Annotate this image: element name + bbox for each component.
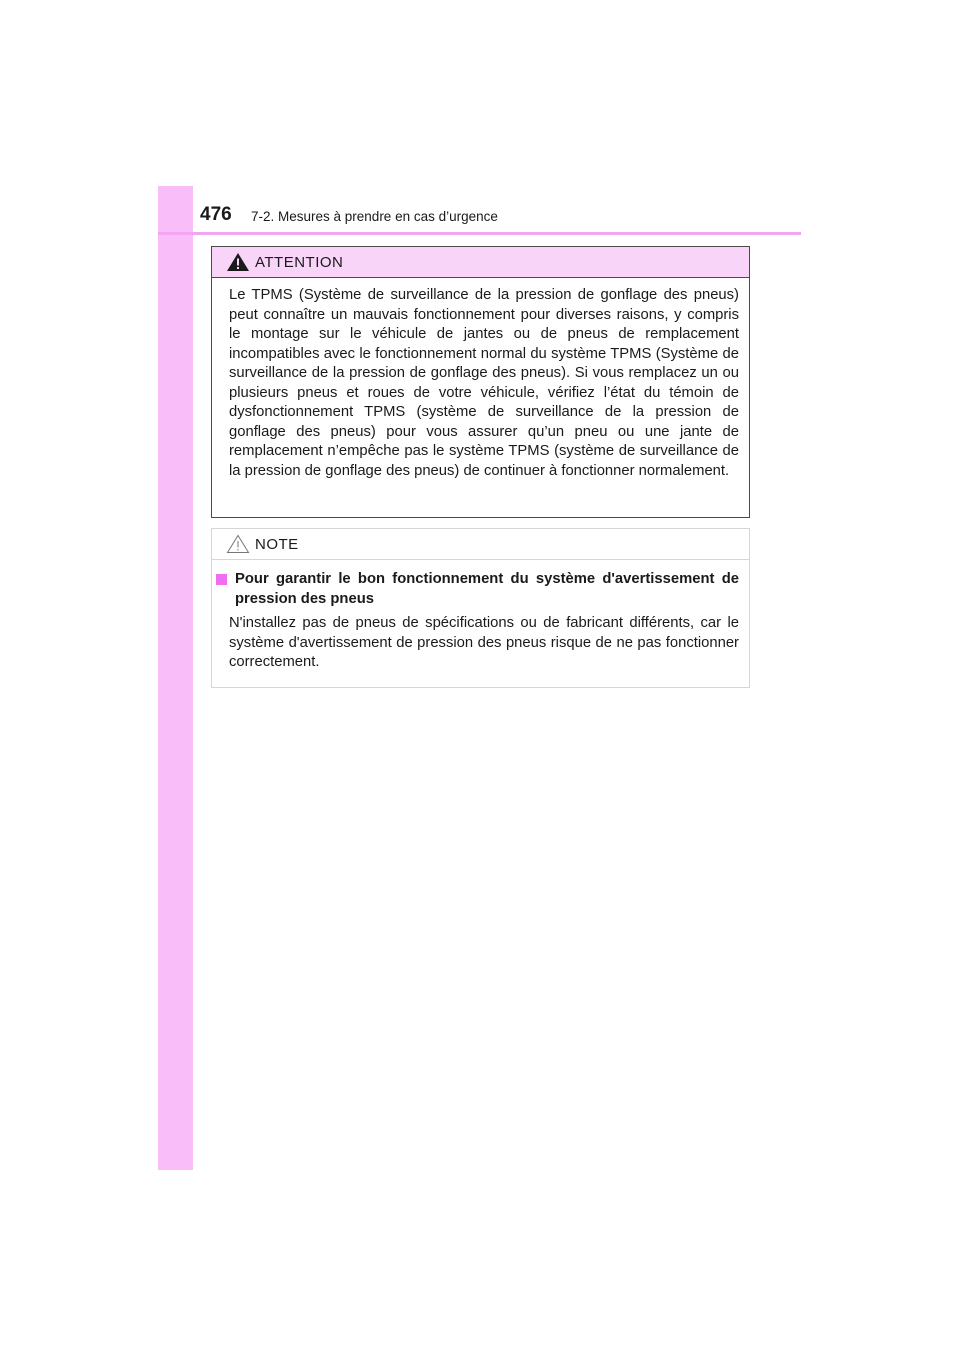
attention-box bbox=[211, 246, 750, 518]
warning-triangle-outline-icon bbox=[226, 534, 250, 554]
note-body bbox=[216, 570, 739, 673]
note-label: NOTE bbox=[255, 536, 299, 553]
warning-triangle-filled-icon bbox=[226, 252, 250, 272]
note-header bbox=[212, 529, 749, 560]
chapter-side-tab bbox=[158, 186, 193, 1170]
attention-text: Le TPMS (Système de surveillance de la pression de gonflage des pneus) peut connaître un mauvais fonctionnement pour diverses raisons, y compris le montage sur le véhicule de jantes ou de pneus de remplacement incompatibles avec le fonctionnement normal du système TPMS (Système de surveillance de la pression de gonflage des pneus). Si vous remplacez un ou plusieurs pneus et roues de votre véhicule, vérifiez l’état du témoin de dysfonctionnement TPMS (système de surveillance de la pression de gonflage des pneus) pour vous assurer qu’un pneu ou une jante de remplacement n’empêche pas le système TPMS (système de surveillance de la pression de gonflage des pneus) de continuer à fonctionner normalement. bbox=[229, 287, 739, 479]
page-number: 476 bbox=[200, 204, 232, 225]
header-rule bbox=[158, 232, 801, 235]
note-text: N'installez pas de pneus de spécifications ou de fabricant différents, car le système d'avertissement de pression des pneus risque de ne pas fonctionner correctement. bbox=[229, 615, 739, 670]
attention-header bbox=[212, 247, 749, 278]
note-heading-text: Pour garantir le bon fonctionnement du système d'avertissement de pression des pneus bbox=[235, 571, 739, 607]
section-title: 7-2. Mesures à prendre en cas d’urgence bbox=[251, 209, 498, 224]
square-bullet-icon bbox=[216, 574, 227, 585]
note-heading bbox=[216, 570, 739, 609]
attention-label: ATTENTION bbox=[255, 254, 344, 271]
note-box bbox=[211, 528, 750, 688]
